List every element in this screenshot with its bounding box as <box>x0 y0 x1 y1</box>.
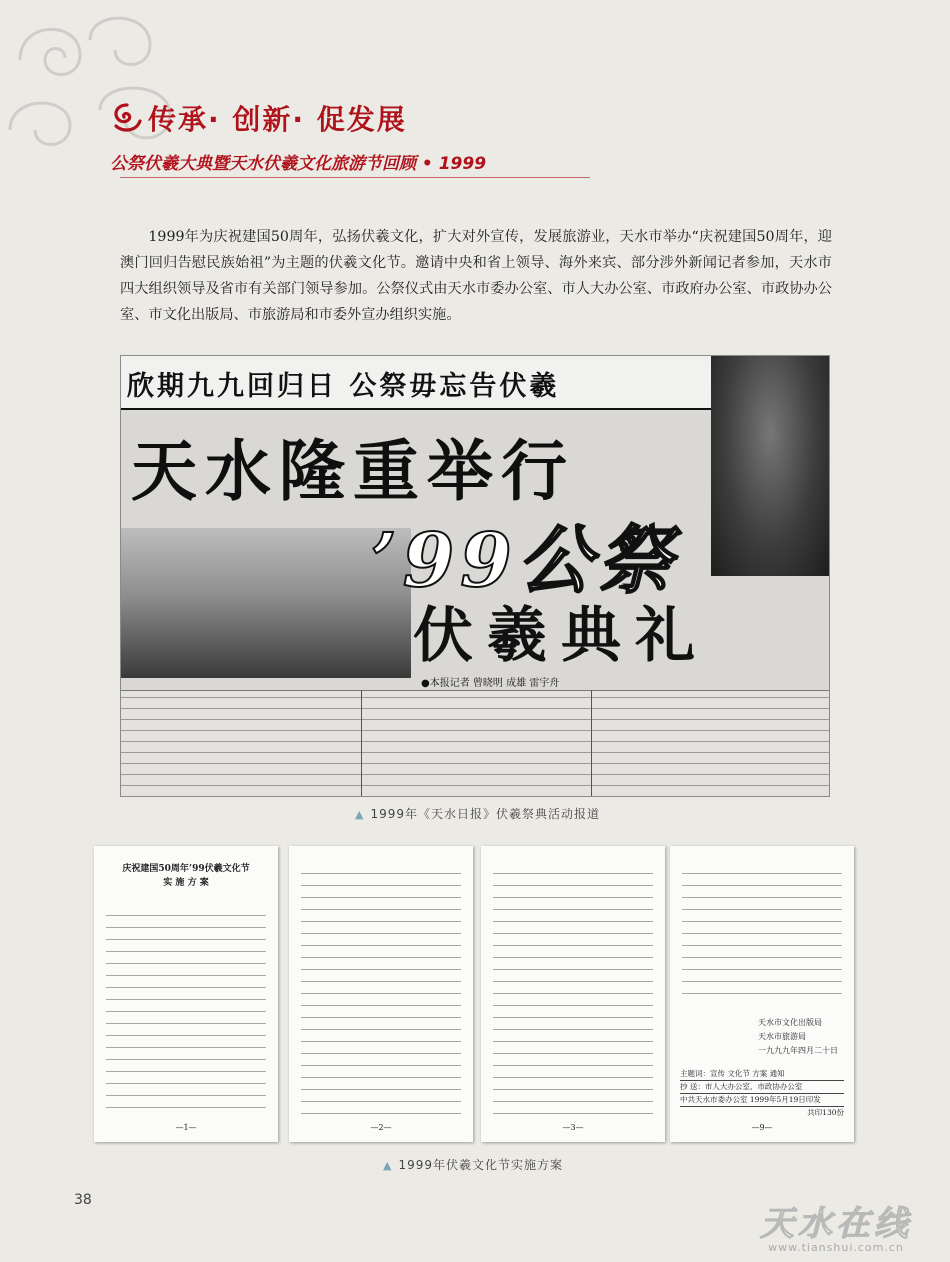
newspaper-caption-text: 1999年《天水日报》伏羲祭典活动报道 <box>370 807 601 821</box>
watermark-url: www.tianshui.com.cn <box>768 1241 904 1254</box>
document-page-2 <box>289 846 473 1142</box>
newspaper-body-text <box>121 690 829 797</box>
newspaper-headline-99: ’99公祭 <box>371 518 678 604</box>
document-page-number: —1— <box>175 1123 197 1132</box>
column-divider <box>361 690 362 796</box>
documents-caption <box>383 1156 563 1173</box>
document-page-3 <box>481 846 665 1142</box>
column-divider <box>591 690 592 796</box>
swirl-cloud-icon <box>110 101 144 135</box>
document-text-block <box>301 868 461 1114</box>
document-page-number: —3— <box>562 1123 584 1132</box>
fuxi-statue-photo <box>711 356 829 576</box>
footer-office: 中共天水市委办公室 1999年5月19日印发 <box>680 1094 844 1107</box>
document-title-line1: 庆祝建国50周年’99伏羲文化节 <box>122 864 250 874</box>
newspaper-headline: 天水隆重举行 <box>131 433 575 510</box>
page-subtitle: 公祭伏羲大典暨天水伏羲文化旅游节回顾 • 1999 <box>110 153 487 174</box>
document-text-block <box>682 868 842 1002</box>
watermark-logo: 天水在线 <box>760 1204 912 1244</box>
watermark <box>736 1196 936 1254</box>
footer-cc: 抄 送：市人大办公室、市政协办公室 <box>680 1081 844 1094</box>
triangle-icon: ▲ <box>383 1159 393 1172</box>
document-page-number: —2— <box>370 1123 392 1132</box>
document-page-number: —9— <box>751 1123 773 1132</box>
newspaper-byline: ●本报记者 曾晓明 成雄 雷宇舟 <box>421 678 560 689</box>
document-page-4 <box>670 846 854 1142</box>
newspaper-headline-rite: 伏羲典礼 <box>413 601 709 671</box>
newspaper-clipping-image <box>120 355 830 797</box>
signature-date: 一九九九年四月二十日 <box>758 1046 838 1055</box>
documents-caption-text: 1999年伏羲文化节实施方案 <box>398 1158 564 1172</box>
section-header <box>110 98 810 172</box>
document-page-1 <box>94 846 278 1142</box>
subtitle-underline <box>120 177 590 178</box>
document-text-block <box>493 868 653 1114</box>
newspaper-banner: 欣期九九回归日 公祭毋忘告伏羲 <box>127 371 560 402</box>
page-number: 38 <box>74 1192 92 1208</box>
document-title-line2: 实 施 方 案 <box>163 878 209 888</box>
footer-topic: 主题词：宣传 文化节 方案 通知 <box>680 1068 844 1081</box>
document-signature <box>754 1016 838 1058</box>
triangle-icon: ▲ <box>355 808 365 821</box>
signature-line2: 天水市旅游局 <box>758 1032 806 1041</box>
signature-line1: 天水市文化出版局 <box>758 1018 822 1027</box>
document-title <box>94 862 278 890</box>
newspaper-caption <box>355 805 600 822</box>
page-title: 传承· 创新· 促发展 <box>148 103 407 136</box>
document-footer <box>680 1068 844 1119</box>
footer-count: 共印130份 <box>807 1108 844 1117</box>
intro-paragraph: 1999年为庆祝建国50周年，弘扬伏羲文化，扩大对外宣传，发展旅游业，天水市举办“庆祝建国50周年，迎澳门回归告慰民族始祖”为主题的伏羲文化节。邀请中央和省上领导、海外来宾、部分涉外新闻记者参加，天水市四大组织领导及省市有关部门领导参加。公祭仪式由天水市委办公室、市人大办公室、市政府办公室、市政协办公室、市文化出版局、市旅游局和市委外宣办组织实施。 <box>120 229 832 324</box>
temple-photo <box>121 528 411 678</box>
document-text-block <box>106 910 266 1114</box>
